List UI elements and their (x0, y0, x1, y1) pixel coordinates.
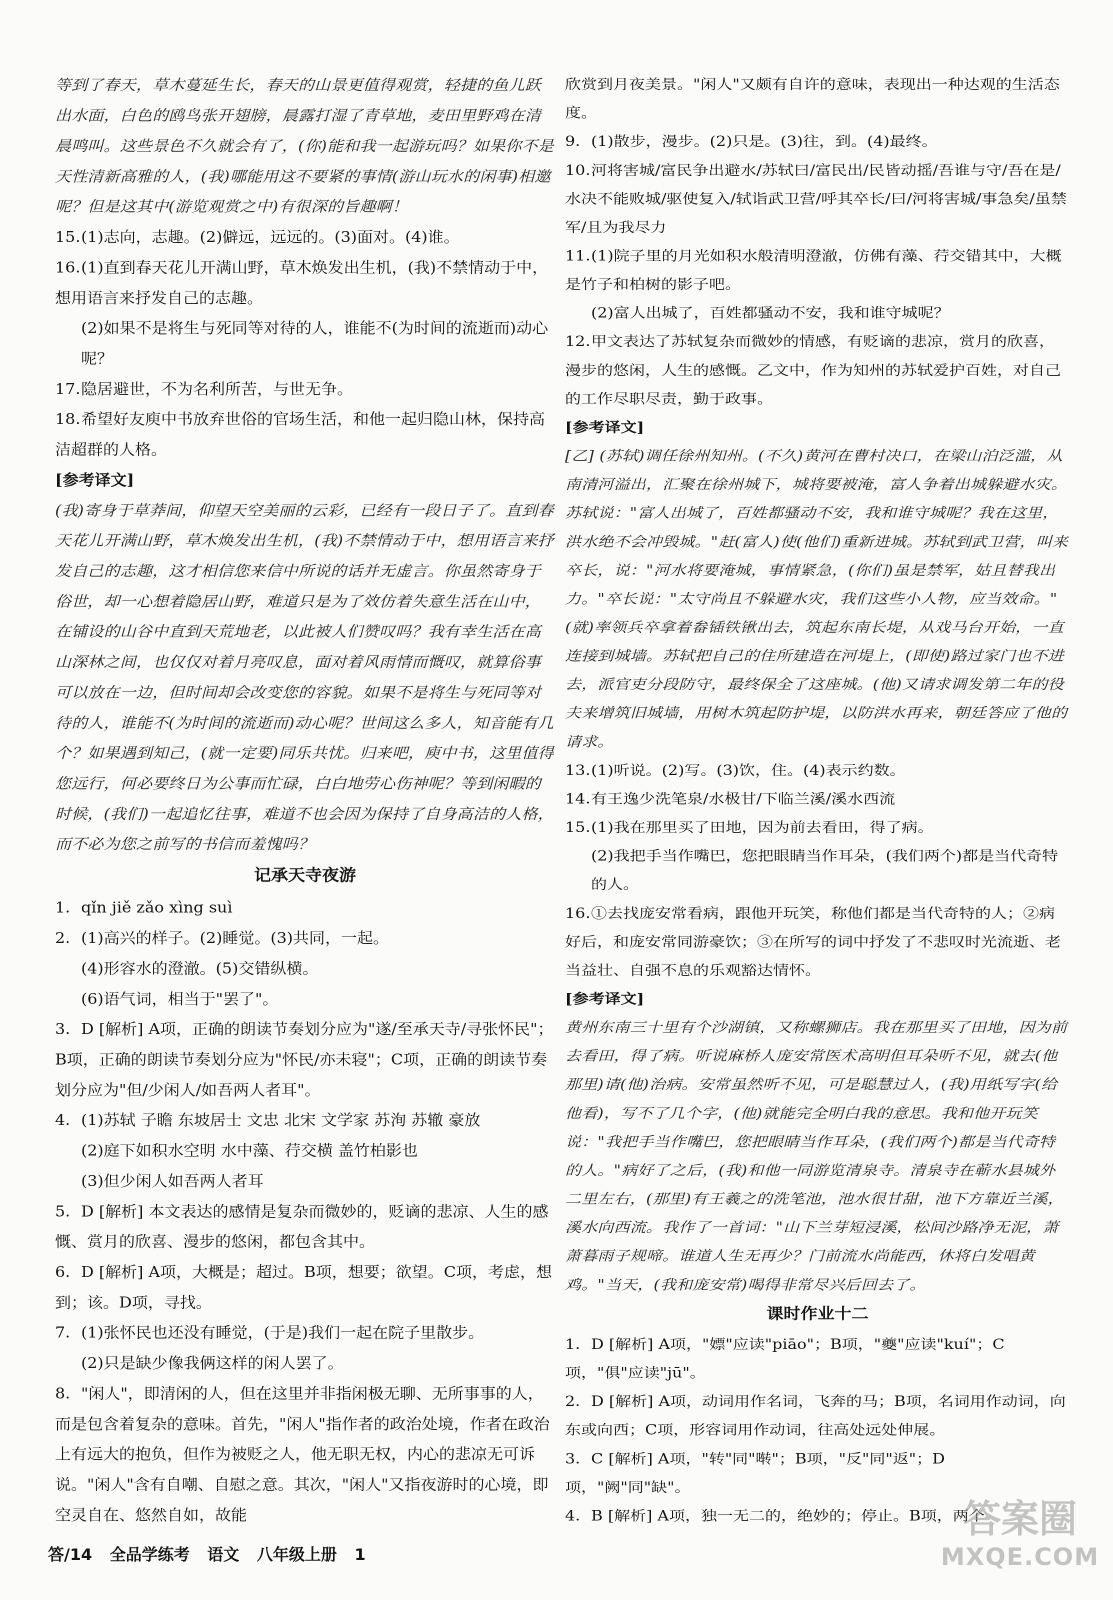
brand-name: 全品学练考 (109, 1545, 190, 1564)
answer-text: [乙] (苏轼)调任徐州知州。(不久)黄河在曹村决口，在梁山泊泛滥，从南清河溢出，汇聚在徐州城下，城将要被淹，富人争着出城躲避水灾。苏轼说："富人出城了，百姓都骚动不安，我和谁守城呢？我在这里，洪水绝不会冲毁城。"赶(富人)使(他们)重新进城。苏轼到武卫营，叫来卒长，说："河水将要淹城，事情紧急，(你们)虽是禁军，姑且替我出力。"卒长说："太守尚且不躲避水灾，我们这些小人物，应当效命。"(就)率领兵卒拿着畚锸铁锹出去，筑起东南长堤，从戏马台开始，一直连接到城墙。苏轼把自己的住所建造在河堤上，(即使)路过家门也不进去，派官吏分段防守，最终保全了这座城。(他)又请求调发第二年的役夫来增筑旧城墙，用树木筑起防护堤，以防洪水再来，朝廷答应了他的请求。 (565, 447, 1069, 750)
answer-item (565, 1330, 1070, 1387)
answer-number: 10. (565, 161, 591, 179)
answer-number: 13. (565, 761, 591, 779)
answer-item (565, 784, 1070, 813)
handwritten-translation (55, 70, 555, 222)
answer-text: (3)但少闲人如吾两人者耳 (81, 1172, 264, 1190)
answer-text: (2)庭下如积水空明 水中藻、荇交横 盖竹柏影也 (81, 1141, 418, 1160)
page-number: 答/14 (48, 1545, 93, 1564)
answer-text: (1)听说。(2)写。(3)饮，住。(4)表示约数。 (591, 761, 906, 779)
answer-item (55, 892, 555, 922)
answer-number: 4. (55, 1111, 71, 1129)
answer-item (55, 252, 555, 313)
answer-item (565, 299, 1070, 328)
section-title: 记承天寺夜游 (254, 866, 356, 886)
answer-text: B [解析] A项，独一无二的，绝妙的；停止。B项，两个 (591, 1507, 985, 1524)
answer-item (55, 313, 555, 374)
answer-text: (4)形容水的澄澈。(5)交错纵横。 (81, 959, 319, 978)
answer-item (55, 1166, 555, 1196)
answer-item (565, 1444, 1070, 1501)
handwritten-translation (55, 495, 555, 859)
answer-item (55, 374, 555, 404)
answer-text: 甲文表达了苏轼复杂而微妙的情感，有贬谪的悲凉，赏月的欣喜，漫步的悠闲，人生的感慨。乙文中，作为知州的苏轼爱护百姓，对自己的工作尽职尽责，勤于政事。 (565, 333, 1062, 407)
answer-item (55, 1348, 555, 1378)
answer-text: (1)院子里的月光如积水般清明澄澈，仿佛有藻、荇交错其中，大概是竹子和柏树的影子吧。 (565, 247, 1062, 293)
answer-number: 15. (55, 228, 81, 246)
reference-translation-label (565, 413, 1070, 442)
answer-item (55, 404, 555, 465)
answer-item (565, 156, 1070, 242)
answer-number: 15. (565, 819, 591, 836)
answer-number: 7. (55, 1323, 71, 1342)
left-column (55, 70, 555, 1530)
answer-number: 3. (55, 1020, 71, 1038)
answer-text: D [解析] A项，"嫖"应读"piāo"；B项，"夔"应读"kuí"；C项，"俱"应读"jū"。 (565, 1336, 1005, 1382)
watermark-url: MXQE.COM (940, 1543, 1100, 1571)
answer-text: (2)我把手当作嘴巴，您把眼睛当作耳朵，(我们两个)都是当代奇特的人。 (591, 847, 1059, 893)
answer-item (55, 923, 555, 953)
answer-number: 12. (565, 333, 591, 350)
page-footer (48, 1542, 1068, 1572)
answer-item (565, 327, 1070, 413)
answer-item (55, 222, 555, 252)
answer-text: [参考译文] (565, 990, 645, 1007)
handwritten-translation (565, 1013, 1070, 1299)
answer-number: 9. (565, 133, 581, 150)
answer-text: (1)志向，志趣。(2)僻远，远远的。(3)面对。(4)谁。 (81, 228, 460, 246)
answer-item (565, 842, 1070, 899)
answer-item (55, 1014, 555, 1105)
answer-text: (2)富人出城了，百姓都骚动不安，我和谁守城呢？ (591, 304, 950, 322)
answer-number: 6. (55, 1263, 71, 1281)
answer-number: 17. (55, 380, 81, 398)
answer-text: 隐居避世，不为名利所苦，与世无争。 (81, 380, 354, 398)
answer-text: (我)寄身于草莽间，仰望天空美丽的云彩，已经有一段日子了。直到春天花儿开满山野，草木焕发出生机，(我)不禁情动于中，想用语言来抒发自己的志趣，这才相信您来信中所说的话并无虚言。你虽然寄身于俗世，却一心想着隐居山野，难道只是为了效仿着失意生活在山中，在铺设的山谷中直到天荒地老，以此被人们赞叹吗？我有幸生活在高山深林之间，也仅仅对着月亮叹息，面对着风雨情而慨叹，就算俗事可以放在一边，但时间却会改变您的容貌。如果不是将生与死同等对待的人，谁能不(为时间的流逝而)动心呢？世间这么多人，知音能有几个？如果遇到知己，(就一定要)同乐共忧。归来吧，庾中书，这里值得您远行，何必要终日为公事而忙碌，白白地劳心伤神呢？等到闲暇的时候，(我们)一起追忆往事，难道不也会因为保持了自身高洁的人格，而不必为您之前写的书信而羞愧吗？ (55, 501, 554, 853)
answer-text: D [解析] A项，大概是；超过。B项，想要；欲望。C项，考虑，想到；该。D项，寻找。 (55, 1263, 553, 1312)
answer-number: 5. (55, 1202, 71, 1220)
answer-number: 3. (565, 1450, 581, 1467)
answer-item (55, 1378, 555, 1530)
answer-item (565, 1387, 1070, 1444)
answer-number: 18. (55, 410, 81, 428)
answer-text: 等到了春天，草木蔓延生长，春天的山景更值得观赏，轻捷的鱼儿跃出水面，白色的鸥鸟张开翅膀，晨露打湿了青草地，麦田里野鸡在清晨鸣叫。这些景色不久就会有了，(你)能和我一起游玩吗？如果你不是天性清新高雅的人，(我)哪能用这不要紧的事情(游山玩水的闲事)相邀呢？但是这其中(游览观赏之中)有很深的旨趣啊！ (55, 76, 554, 216)
answer-text: D [解析] A项，正确的朗读节奏划分应为"遂/至承天寺/寻张怀民"；B项，正确的朗读节奏划分应为"怀民/亦未寝"；C项，正确的朗读节奏划分应为"但/少闲人/如吾两人者耳"。 (55, 1020, 554, 1099)
answer-text: 河将害城/富民争出避水/苏轼曰/富民出/民皆动摇/吾谁与守/吾在是/水决不能败城/驱使复入/轼诣武卫营/呼其卒长/曰/河将害城/事急矣/虽禁军/且为我尽力 (565, 161, 1067, 236)
answer-number: 2. (565, 1393, 581, 1410)
answer-item (565, 899, 1070, 985)
answer-text: C [解析] A项，"转"同"啭"；B项，"反"同"返"；D项，"阙"同"缺"。 (565, 1450, 945, 1496)
reference-translation-label (55, 465, 555, 495)
answer-item (565, 813, 1070, 842)
answer-text: (1)高兴的样子。(2)睡觉。(3)共同，一起。 (81, 929, 389, 947)
answer-number: 2. (55, 929, 71, 947)
answer-number: 14. (565, 790, 591, 807)
answer-text: 希望好友庾中书放弃世俗的官场生活，和他一起归隐山林，保持高洁超群的人格。 (55, 410, 546, 459)
answer-item (565, 70, 1070, 127)
answer-item (55, 1257, 555, 1318)
answer-text: (1)我在那里买了田地，因为前去看田，得了病。 (591, 819, 934, 836)
volume: 1 (354, 1545, 366, 1564)
handwritten-translation (565, 441, 1070, 755)
answer-text: 黄州东南三十里有个沙湖镇，又称螺狮店。我在那里买了田地，因为前去看田，得了病。听说麻桥人庞安常医术高明但耳朵听不见，就去(他那里)请(他)治病。安常虽然听不见，可是聪慧过人，(我)用纸写字(给他看)，写不了几个字，(他)就能完全明白我的意思。我和他开玩笑说："我把手当作嘴巴，您把眼睛当作耳朵，(我们两个)都是当代奇特的人。"病好了之后，(我)和他一同游览清泉寺。清泉寺在蕲水县城外二里左右，(那里)有王羲之的洗笔池，池水很甘甜，池下方靠近兰溪，溪水向西流。我作了一首词："山下兰芽短浸溪，松间沙路净无泥，萧萧暮雨子规啼。谁道人生无再少？门前流水尚能西，休将白发唱黄鸡。"当天，(我和庞安常)喝得非常尽兴后回去了。 (565, 1019, 1068, 1293)
answer-number: 16. (55, 258, 81, 277)
answer-text: (1)散步，漫步。(2)只是。(3)往，到。(4)最终。 (591, 133, 938, 150)
answer-text: qǐn jiě zǎo xìng suì (81, 898, 233, 917)
answer-text: D [解析] 本文表达的感情是复杂而微妙的，贬谪的悲凉、人生的感慨、赏月的欣喜、漫步的悠闲，都包含其中。 (55, 1202, 549, 1251)
answer-number: 1. (55, 898, 71, 917)
answer-text: [参考译文] (55, 471, 135, 489)
answer-text: (2)只是缺少像我俩这样的闲人罢了。 (81, 1354, 344, 1372)
answer-text: ①去找庞安常看病，跟他开玩笑，称他们都是当代奇特的人；②病好后，和庞安常同游豪饮；③在所写的词中抒发了不悲叹时光流逝、老当益壮、自强不息的乐观豁达情怀。 (565, 904, 1062, 979)
answer-text: (2)如果不是将生与死同等对待的人，谁能不(为时间的流逝而)动心呢？ (81, 319, 549, 368)
answer-item (565, 241, 1070, 298)
answer-item (55, 1317, 555, 1347)
answer-text: 有王逸少洗笔泉/水极甘/下临兰溪/溪水西流 (591, 790, 896, 807)
answer-text: D [解析] A项，动词用作名词，飞奔的马；B项，名词用作动词，向东或向西；C项，形容词用作动词，往高处远处伸展。 (565, 1393, 1066, 1439)
answer-item (55, 1196, 555, 1257)
watermark-logo: 答案圈 (962, 1497, 1077, 1541)
right-column (565, 70, 1070, 1530)
grade: 八年级上册 (256, 1545, 337, 1564)
answer-text: (1)苏轼 子瞻 东坡居士 文忠 北宋 文学家 苏洵 苏辙 豪放 (81, 1111, 481, 1129)
answer-item (55, 953, 555, 983)
answer-text: (1)直到春天花儿开满山野，草木焕发出生机，(我)不禁情动于中，想用语言来抒发自己的志趣。 (55, 258, 549, 307)
answer-text: 欣赏到月夜美景。"闲人"又颇有自许的意味，表现出一种达观的生活态度。 (565, 76, 1060, 122)
answer-text: (1)张怀民也还没有睡觉，(于是)我们一起在院子里散步。 (81, 1323, 485, 1342)
answer-number: 8. (55, 1384, 71, 1403)
answer-item (55, 984, 555, 1014)
answer-text: [参考译文] (565, 418, 645, 436)
answer-item (55, 1135, 555, 1165)
answer-number: 16. (565, 904, 591, 922)
answer-item (565, 127, 1070, 156)
subject: 语文 (207, 1545, 240, 1564)
answer-item (565, 756, 1070, 785)
answer-item (55, 1105, 555, 1135)
watermark (935, 1495, 1105, 1590)
answer-text: "闲人"，即清闲的人，但在这里并非指闲极无聊、无所事事的人，而是包含着复杂的意味。首先，"闲人"指作者的政治处境，作者在政治上有远大的抱负，但作为被贬之人，他无职无权，内心的悲凉无可诉说。"闲人"含有自嘲、自慰之意。其次，"闲人"又指夜游时的心境，即空灵自在、悠然自如，故能 (55, 1384, 550, 1524)
answer-number: 11. (565, 247, 591, 264)
answer-number: 1. (565, 1336, 581, 1353)
reference-translation-label (565, 984, 1070, 1013)
answer-text: (6)语气词，相当于"罢了"。 (81, 989, 279, 1008)
answer-number: 4. (565, 1507, 581, 1524)
section-title: 课时作业十二 (766, 1305, 869, 1324)
